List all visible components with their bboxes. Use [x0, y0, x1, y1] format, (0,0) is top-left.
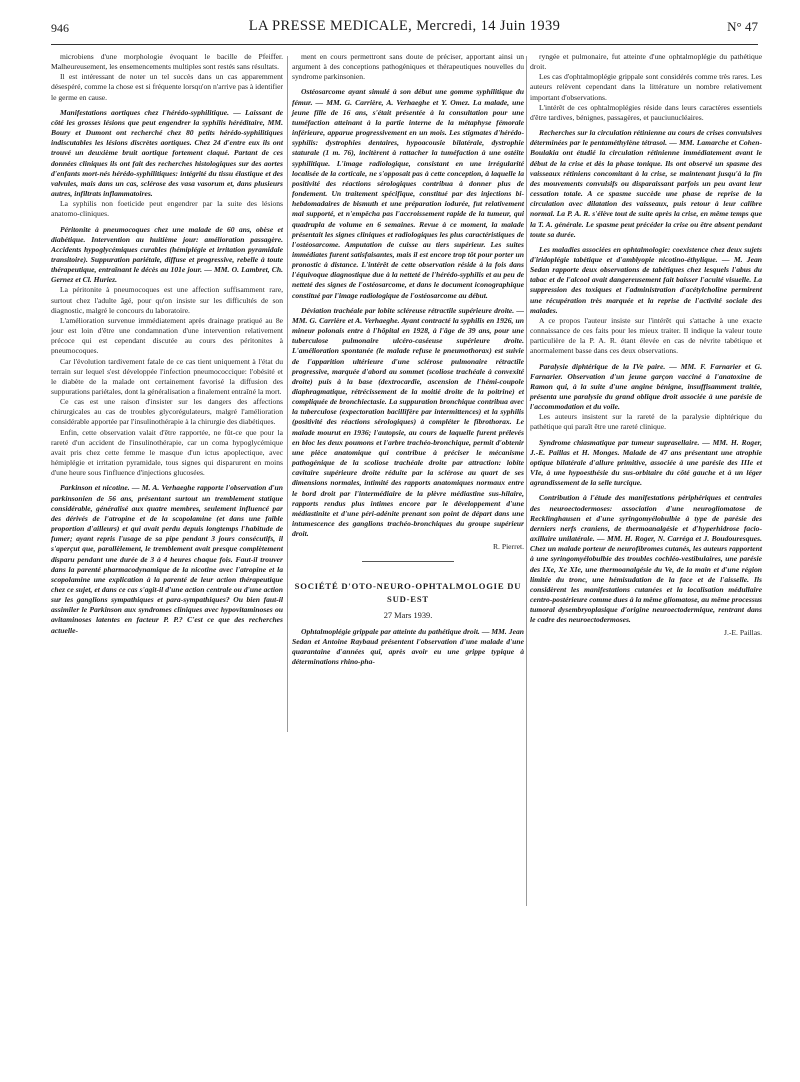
paragraph: Ce cas est une raison d'insister sur les dangers des affections chirurgicales au cas de troubles glycorégulateurs, malgré l'amélioration considérable apportée par l'insulinothérapie à la chirurgie des diabétiques.	[51, 397, 283, 427]
section-rule	[362, 561, 454, 562]
article-heading-paragraph: Recherches sur la circulation rétinienne au cours de crises convulsives déterminées par le pentaméthylène tétrasol. — MM. Lamarche et Cohen-Boulakia ont étudié la circulation rétinienne immédiatement avant le début de la crise et dès la phase tonique. Ils ont observé un spasme des vaisseaux rétiniens concomitant à la crise, se maintenant jusqu'à la fin des mouvements convulsifs ou disparaissant parfois un peu avant leur cessation totale. A ce spasme succède une phase de reprise de la circulation avec dilatation des vaisseaux, puis retour à leur calibre normal. La P. A. R. s'élève tout de suite après la crise, en même temps que la T. A. générale. Le spasme peut précéder la crise ou être absent pendant toute sa durée.	[530, 128, 762, 239]
journal-title: LA PRESSE MEDICALE, Mercredi, 14 Juin 1939	[248, 18, 561, 34]
column-divider	[526, 56, 527, 906]
article-heading-paragraph: Déviation trachéale par lobite scléreuse rétractile supérieure droite. — MM. G. Carrière et A. Verhaeghe. Ayant contracté la syphilis en 1926, un mineur polonais entre à l'hôpital en 1928, à l'âge de 39 ans, pour une tuberculose pulmonaire ulcéro-caséeuse supérieure droite. L'amélioration spontanée (le malade refuse le pneumothorax) est suivie de l'apparition ultérieure d'une sclérose pulmonaire rétractile progressive, marquée d'abord au sommet (scoliose trachéale à convexité droite) puis à la base (dextrocardie, ascension de l'hémi-coupole diaphragmatique, rétrécissement de la moitié droite de la poitrine) et compliquée de bronchiectasie. La suppuration bronchique contribua avec la tuberculose (expectoration bacillifère par intermittences) et la syphilis (positivité des réactions sérologiques) à compléter le fibrothorax. Le malade mourut en 1936; l'autopsie, au cours de laquelle furent prélevés en bloc les deux poumons et l'arbre trachéo-bronchique, permit d'obtenir une pièce anatomique qui contribue à préciser le mécanisme pathogénique de la scoliose trachéale droite par attraction: lobite cavitaire supérieure droite réduite par la sclérose au quart de ses dimensions normales, intimité des rapports anatomiques normaux entre le bord droit par l'intermédiaire de la plèvre médiastine sus-hilaire, rapports rendus plus intimes encore par le développement d'une médiastinite et d'une péri-adénite prenant son point de départ dans une intumescence des ganglions trachéo-bronchiques du groupe supérieur droit.	[292, 305, 524, 539]
article-heading-paragraph: Manifestations aortiques chez l'hérédo-syphilitique. — Laissant de côté les grosses lésions que peut engendrer la syphilis héréditaire, MM. Boury et Dumont ont recherché chez 80 petits hérédo-syphilitiques indiscutables les lésions discrètes aortiques. Chez 24 d'entre eux ils ont trouvé un deuxième bruit aortique fortement claqué. Partant de ces données cliniques ils ont fait des recherches histologiques sur des aortes d'enfants mort-nés hérédo-syphilitiques: intégrité du tissu élastique et des valvules, mais dans un cas, sclérose des vasa vasorum et, dans plusieurs autres, infiltrats inflammatoires.	[51, 107, 283, 199]
article-heading-paragraph: Paralysie diphtérique de la IVe paire. — MM. F. Farnarier et G. Farnarier. Observation d'un jeune garçon vacciné à l'anatoxine de Ramon qui, à la suite d'une angine bénigne, insuffisamment traitée, présenta une paralysie du grand oblique droit associée à une parésie de l'accommodation et du voile.	[530, 361, 762, 412]
paragraph: Car l'évolution tardivement fatale de ce cas tient uniquement à l'état du terrain sur lequel s'est développée l'infection pneumococcique: l'obésité et le diabète de la malade ont certainement favorisé la diffusion des suppurations pariétales, dont la généralisation a finalement entraîné la mort.	[51, 356, 283, 396]
article-heading-paragraph: Ostéosarcome ayant simulé à son début une gomme syphilitique du fémur. — MM. G. Carrière, A. Verhaeghe et Y. Omez. La malade, une jeune fille de 16 ans, s'était présentée à la consultation pour une tuméfaction atteinant à la partie interne de la métaphyse fémorale inférieure, apparue progressivement en un mois. Les stigmates d'hérédo-syphilis: dystrophies dentaires, hypoacousie bilatérale, dystrophie staturale (1 m. 76), incitèrent à rattacher la tuméfaction à une ostéite syphilitique. L'image radiologique, consistant en une irrégularité localisée de la corticale, ne s'opposait pas à cette conception, à laquelle la positivité des réactions sérologiques contribua à donner plus de fondement. Un traitement spécifique, constitué par des injections bi-hebdomadaires de bismuth et une préparation iodurée, fut relativement mal supporté, et n'empêcha pas l'accroissement rapide de la tumeur, qui quadrupla de volume en 6 semaines. Revue à ce moment, la malade présentait les signes cliniques et radiologiques les plus caractéristiques de l'ostéosarcome. Amputation de cuisse au tiers supérieur. Les suites immédiates furent satisfaisantes, mais il est encore trop tôt pour porter un pronostic à distance. L'intérêt de cette observation réside à la fois dans l'équivoque diagnostique due à la netteté de l'hérédo-syphilis et au peu de netteté des signes de l'ostéosarcome, et dans le document iconographique constitué par l'image radiologique de l'ostéosarcome au début.	[292, 87, 524, 300]
text-column-3	[530, 52, 762, 639]
paragraph: L'intérêt de ces ophtalmoplégies réside dans leurs caractères essentiels d'être tardives, bénignes, passagères, et pauciunucléaires.	[530, 102, 762, 122]
paragraph: ment en cours permettront sans doute de préciser, apportant ainsi un argument à des conceptions pathogéniques et thérapeutiques nouvelles du syndrome parkinsonien.	[292, 52, 524, 82]
column-divider	[287, 56, 288, 732]
paragraph: Les auteurs insistent sur la rareté de la paralysie diphtérique du pathétique qui paraît être une rareté clinique.	[530, 412, 762, 432]
article-heading-paragraph: Syndrome chiasmatique par tumeur suprasellaire. — MM. H. Roger, J.-E. Paillas et H. Monges. Malade de 47 ans présentant une atrophie optique bilatérale d'allure primitive, associée à une parésie des IIIe et VIe, à une hypoesthésie du sus-orbitaire du côté gauche et à un léger agrandissement de la selle turcique.	[530, 437, 762, 488]
text-column-2	[292, 52, 524, 667]
page-number: 946	[51, 21, 69, 35]
paragraph: Les cas d'ophtalmoplégie grippale sont considérés comme très rares. Les auteurs relèvent cependant dans la littérature un nombre relativement important d'observations.	[530, 72, 762, 102]
society-heading: SOCIÉTÉ D'OTO-NEURO-OPHTALMOLOGIE DU SUD-EST	[294, 580, 522, 604]
article-heading-paragraph: Contribution à l'étude des manifestations périphériques et centrales des neuroectodermoses: association d'une neurogliomatose de Recklinghausen et d'une syringomyélobulbie à type de parésie des derniers nerfs craniens, de thermoanalgésie et d'hyperhidrose facio-axillaire unilatérale. — MM. H. Roger, N. Carréga et J. Boudouresques. Chez un malade porteur de neurofibromes cutanés, les auteurs rapportent à une syringomyélobulbie des troubles cochléo-vestibulaires, une parésie des IXe, Xe XIe, une thermoanalgésie du Ve, de la main et d'une région limitée du tronc, une hémisudation de la face et de l'aisselle. Ils considèrent les manifestations cutanées et la localisation médullaire centro-postérieure comme dues à la même gliomatose, au même processus tumoral dysembryoplasique d'origine neuroectodermique, rentrant dans le cadre des neuroectodermoses.	[530, 493, 763, 625]
article-heading-paragraph: Ophtalmoplégie grippale par atteinte du pathétique droit. — MM. Jean Sedan et Antoine Raybaud présentent l'observation d'une malade d'une quarantaine d'années qui, après avoir eu une grippe typique à déterminations rhino-pha-	[292, 626, 524, 667]
paragraph: A ce propos l'auteur insiste sur l'intérêt qui s'attache à une exacte connaissance de ces faits pour les mieux traiter. Il indique la valeur toute particulière de la P. A. R. étant élevée en cas de névrite tabétique et anormalement basse dans ces deux observations.	[530, 315, 762, 356]
page-header	[51, 16, 758, 45]
author-signature: R. Pierret.	[492, 542, 524, 552]
author-signature: J.-E. Paillas.	[724, 628, 762, 638]
session-date: 27 Mars 1939.	[383, 610, 433, 620]
paragraph: L'amélioration survenue immédiatement après drainage pratiqué au 8e jour est loin d'être une condamnation d'une intervention relativement précoce qui est cependant discutée au cours des péritonites à pneumocoques.	[51, 315, 283, 356]
paragraph: Il est intéressant de noter un tel succès dans un cas apparemment désespéré, comme la chose est si fréquente lorsqu'on n'arrive pas à identifier le germe en cause.	[51, 72, 283, 102]
issue-number: N° 47	[727, 19, 758, 34]
paragraph: La syphilis non foeticide peut engendrer par la suite des lésions anatomo-cliniques.	[51, 199, 283, 219]
paragraph: La péritonite à pneumocoques est une affection suffisamment rare, surtout chez l'adulte âgé, pour qu'on insiste sur les difficultés de son diagnostic, malgré le concours du laboratoire.	[51, 285, 283, 315]
paragraph: microbiens d'une morphologie évoquant le bacille de Pfeiffer. Malheureusement, les ensemencements multiples sont restés sans résultats.	[51, 52, 283, 72]
article-heading-paragraph: Parkinson et nicotine. — M. A. Verhaeghe rapporte l'observation d'un parkinsonien de 56 ans, présentant surtout un tremblement statique considérable, généralisé aux quatre membres, seulement influencé par des dérivés de l'atropine et de la scopolamine (et dans une faible proportion d'ailleurs) et qui avait perdu depuis longtemps l'habitude de fumer; ayant repris l'usage de sa pipe pendant 3 jours consécutifs, il s'aperçut que, parallèlement, le tremblement avait presque complètement disparu pendant une durée de 3 à 4 heures chaque fois. Faut-il trouver dans la parenté pharmacodynamique de la nicotine avec l'atropine et la scopolamine une explication à la parenté de leur action thérapeutique chez ce sujet, et dans ce cas s'agit-il d'une action centrale ou d'une action sur les ganglions sympathiques et para-sympathiques? Ou bien faut-il assimiler le Parkinson aux syndromes cliniques avec hypovitaminoses ou avitaminoses latentes en facteur P. P.? C'est ce que des recherches actuelle-	[51, 483, 283, 635]
article-heading-paragraph: Les maladies associées en ophtalmologie: coexistence chez deux sujets d'iridoplégie tabétique et d'amblyopie nicotino-éthylique. — M. Jean Sedan rapporte deux observations de tabétiques chez lesquels l'abus du tabac et de l'alcool avait dangereusement fait baisser l'acuité visuelle. La suppression des toxiques et l'administration d'acétylcholine permirent une récupération très marquée et la reprise de l'activité sociale des malades.	[530, 244, 762, 315]
article-heading-paragraph: Péritonite à pneumocoques chez une malade de 60 ans, obèse et diabétique. Intervention au huitième jour: amélioration passagère. Accidents hypoglycémiques curables (hémiplégie et irritation pyramidale transitoire). Suppuration pariétale, diffuse et progressive, rebelle à toute thérapeutique, entraînant le décès au 101e jour. — MM. O. Lambret, Ch. Gernez et Cl. Huriez.	[51, 224, 283, 285]
text-column-1	[51, 52, 283, 636]
paragraph: Enfin, cette observation valait d'être rapportée, ne fût-ce que pour la rareté d'un accident de l'insulinothérapie, car un coma hypoglycémique avait pris chez cette femme le masque d'un ictus apoplectique, avec hémiplégie et irritation pyramidale, tous signes qui disparurent en moins d'une heure sous l'influence d'injections glucosées.	[51, 427, 283, 478]
paragraph: ryngée et pulmonaire, fut atteinte d'une ophtalmoplégie du pathétique droit.	[530, 52, 762, 72]
